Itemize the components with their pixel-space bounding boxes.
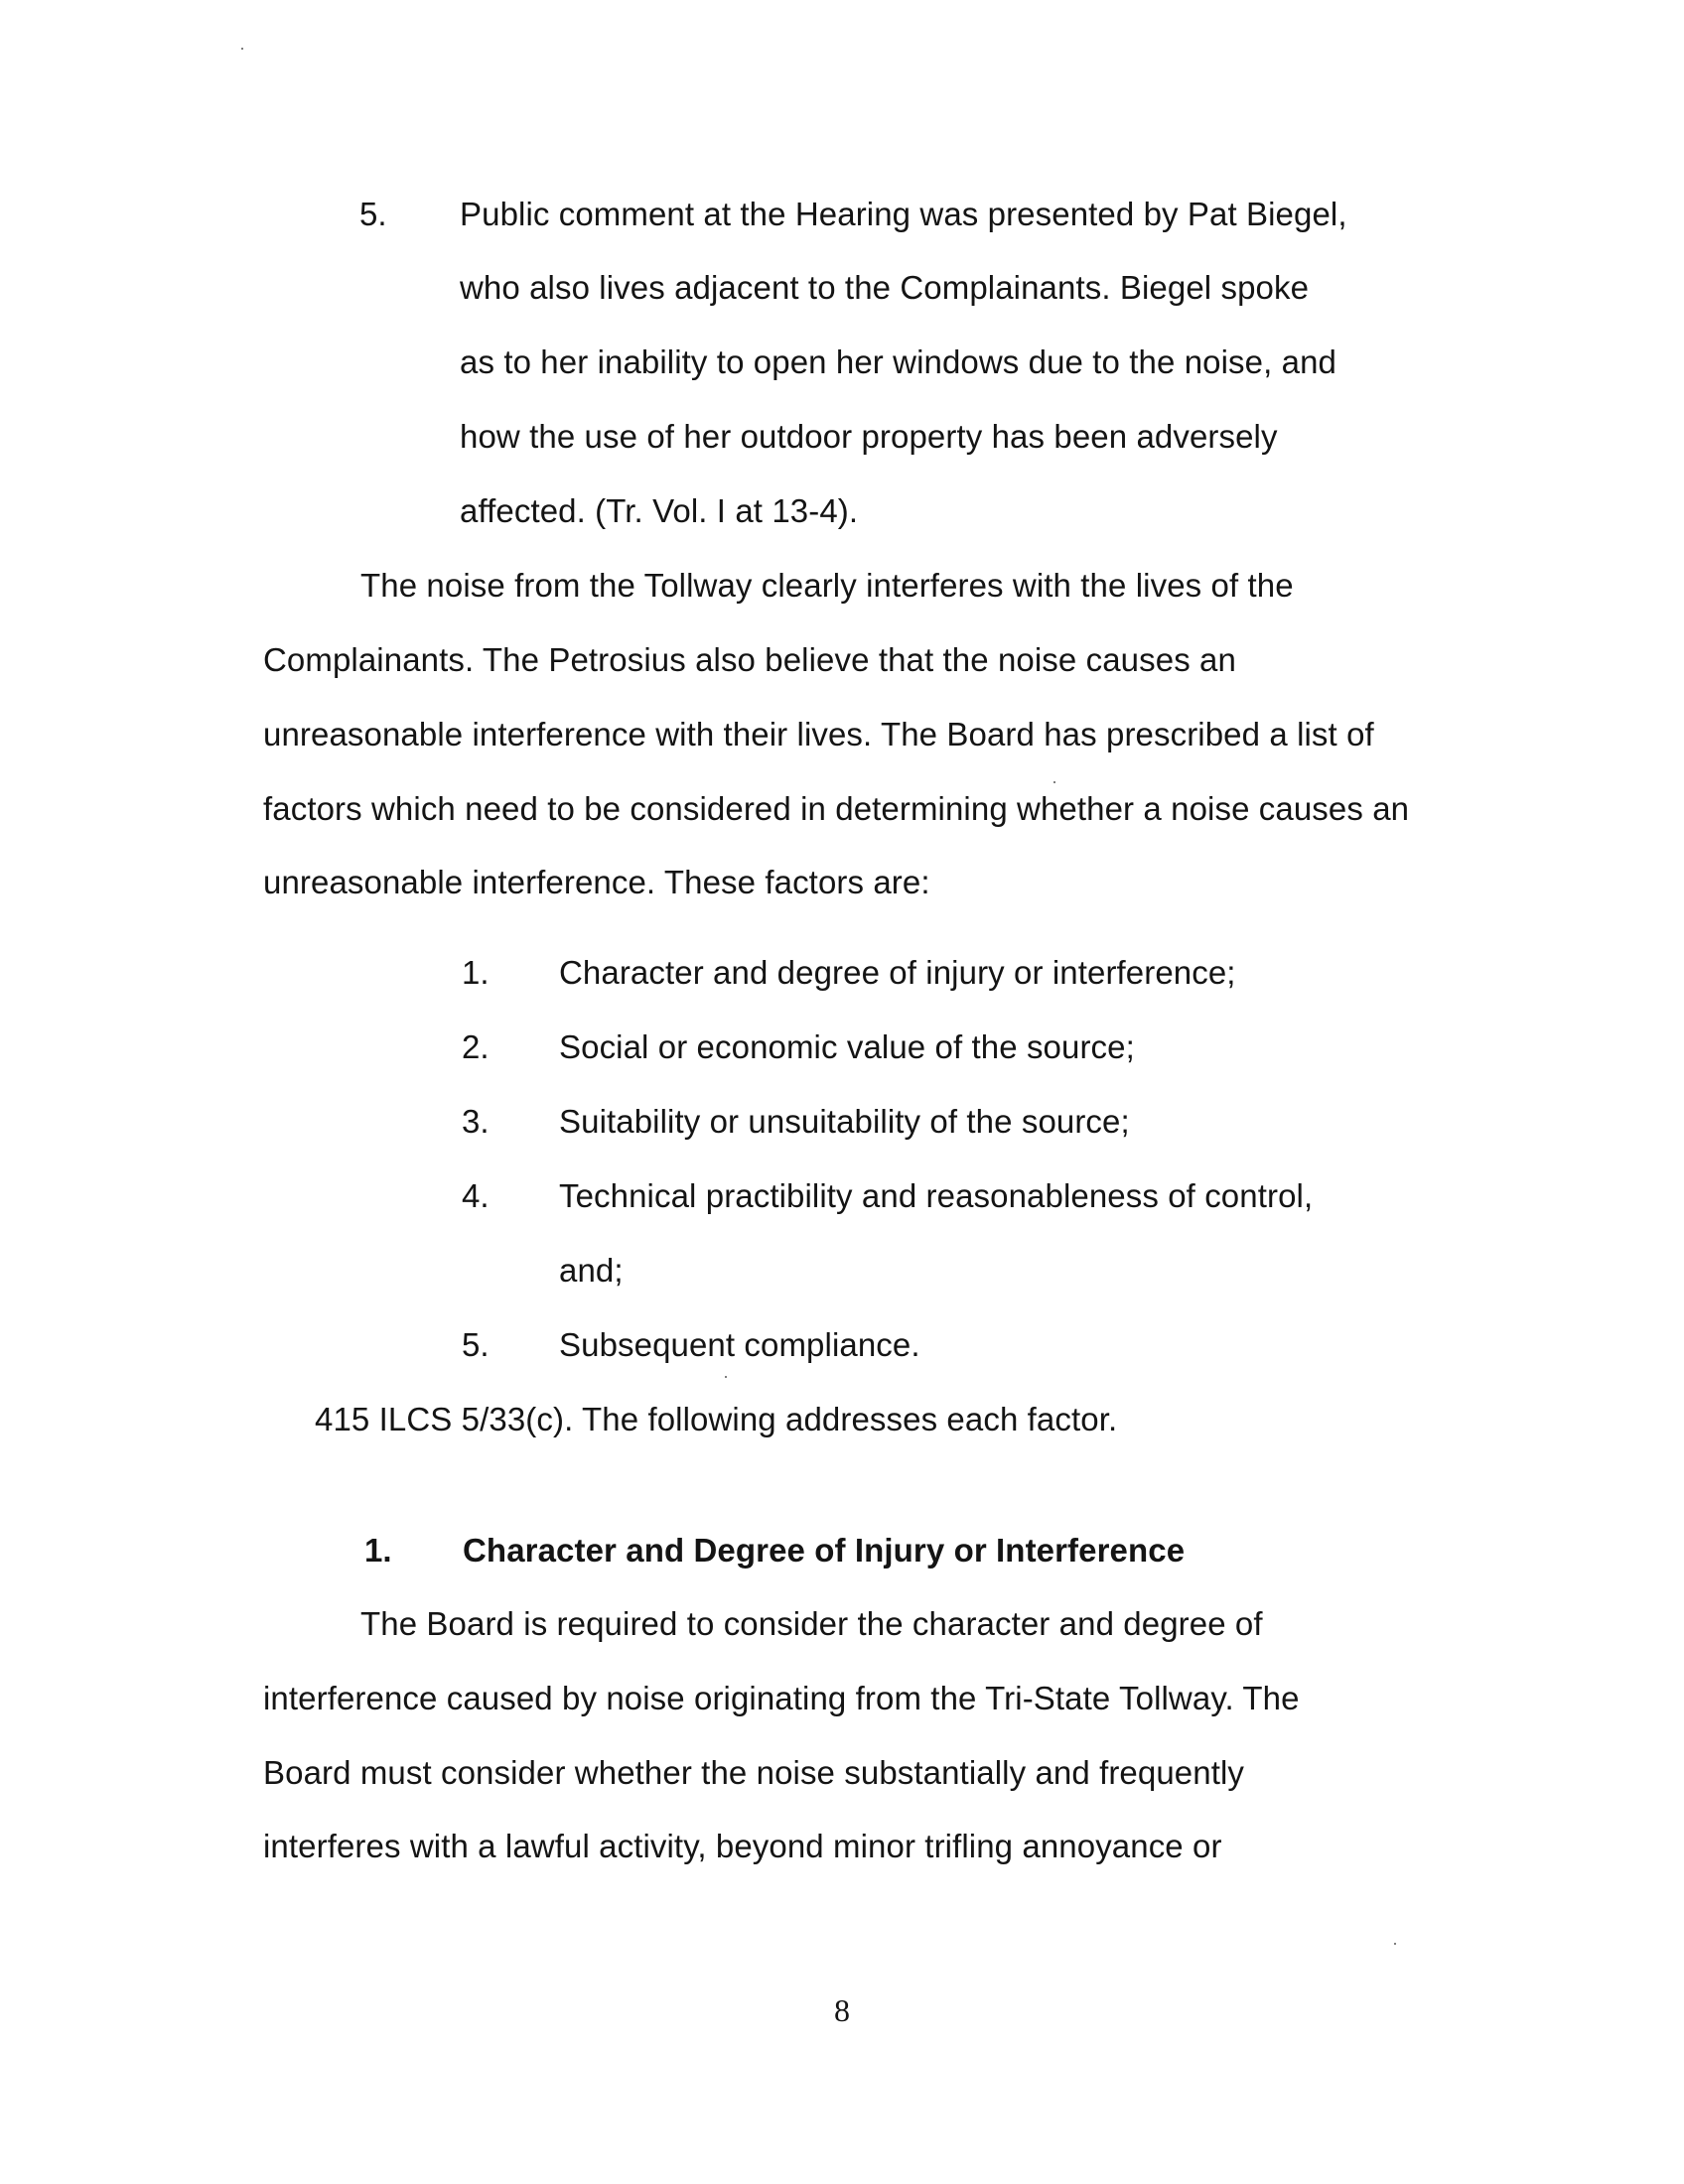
paragraph-line: unreasonable interference. These factors are: xyxy=(263,864,930,900)
section-title: Character and Degree of Injury or Interference xyxy=(463,1532,1186,1569)
paragraph-line: The noise from the Tollway clearly interferes with the lives of the xyxy=(360,567,1294,604)
page-number: 8 xyxy=(834,1992,850,2028)
factor-text: Technical practibility and reasonableness of control, xyxy=(559,1177,1314,1214)
paragraph-line: The Board is required to consider the character and degree of xyxy=(360,1605,1263,1642)
factor-text: Subsequent compliance. xyxy=(559,1326,920,1363)
paragraph-line: interference caused by noise originating from the Tri-State Tollway. The xyxy=(263,1680,1300,1716)
item-text-line: as to her inability to open her windows due to the noise, and xyxy=(460,343,1337,380)
item-text-line: affected. (Tr. Vol. I at 13-4). xyxy=(460,492,859,529)
item-text-line: who also lives adjacent to the Complainants. Biegel spoke xyxy=(460,269,1310,306)
scan-speck xyxy=(241,48,243,50)
item-number: 5. xyxy=(359,196,387,232)
paragraph-line: interferes with a lawful activity, beyond minor trifling annoyance or xyxy=(263,1828,1222,1864)
paragraph-line: Board must consider whether the noise substantially and frequently xyxy=(263,1754,1244,1791)
paragraph-line: unreasonable interference with their lives. The Board has prescribed a list of xyxy=(263,716,1374,752)
scan-speck xyxy=(725,1376,727,1378)
paragraph-line: factors which need to be considered in determining whether a noise causes an xyxy=(263,790,1410,827)
factor-text: Character and degree of injury or interference; xyxy=(559,954,1236,991)
factor-text: Social or economic value of the source; xyxy=(559,1028,1135,1065)
factor-text: and; xyxy=(559,1252,624,1289)
factor-number: 4. xyxy=(462,1177,490,1214)
section-number: 1. xyxy=(364,1532,392,1569)
factor-number: 5. xyxy=(462,1326,490,1363)
factor-number: 3. xyxy=(462,1103,490,1140)
item-text-line: how the use of her outdoor property has been adversely xyxy=(460,418,1278,455)
scan-speck xyxy=(1394,1943,1396,1945)
scan-speck xyxy=(1053,781,1055,783)
factor-text: Suitability or unsuitability of the source; xyxy=(559,1103,1130,1140)
statute-citation: 415 ILCS 5/33(c). The following addresses each factor. xyxy=(315,1401,1118,1437)
factor-number: 2. xyxy=(462,1028,490,1065)
item-text-line: Public comment at the Hearing was presented by Pat Biegel, xyxy=(460,196,1347,232)
factor-number: 1. xyxy=(462,954,490,991)
paragraph-line: Complainants. The Petrosius also believe that the noise causes an xyxy=(263,641,1236,678)
